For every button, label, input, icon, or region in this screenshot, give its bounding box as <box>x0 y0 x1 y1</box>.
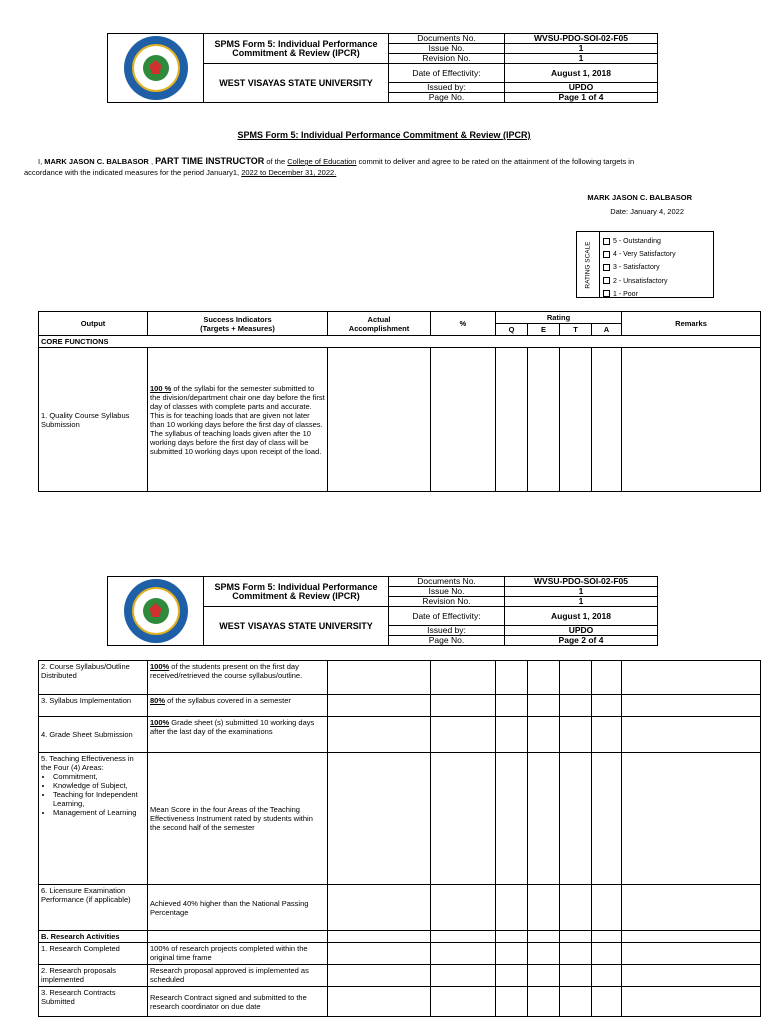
table-row <box>39 695 761 717</box>
table-row <box>39 717 761 753</box>
employee-name: MARK JASON C. BALBASOR <box>44 157 149 166</box>
header-label: Issued by: <box>389 82 505 92</box>
section-research: B. Research Activities <box>39 931 148 943</box>
signature-date: Date: January 4, 2022 <box>610 207 684 216</box>
header-page-number: Page 2 of 4 <box>505 635 658 645</box>
output-cell: 2. Research proposals implemented <box>39 965 148 987</box>
header-label: Page No. <box>389 635 505 645</box>
col-output: Output <box>39 312 148 336</box>
output-cell: 1. Quality Course Syllabus Submission <box>39 348 148 492</box>
commitment-statement: I, MARK JASON C. BALBASOR , PART TIME INSTRUCTOR of the College of Education commit to deliver and agree to be rated on the attainment of the following targets in accordance with the indicated measures for the period January1, 2022 to December 31, 2022. <box>24 156 635 177</box>
table-row <box>39 753 761 885</box>
header-value: UPDO <box>505 625 658 635</box>
col-success-indicators: Success Indicators (Targets + Measures) <box>148 312 328 336</box>
output-cell: 5. Teaching Effectiveness in the Four (4) Areas: • Commitment, • Knowledge of Subject, • Teaching for Independent Learning, • Management of Learning <box>39 753 148 885</box>
output-cell: 2. Course Syllabus/Outline Distributed <box>39 661 148 695</box>
header-label: Documents No. <box>389 577 505 587</box>
checkbox-icon <box>603 290 610 297</box>
checkbox-icon <box>603 264 610 271</box>
form-header-page2 <box>107 576 658 646</box>
header-label: Revision No. <box>389 54 505 64</box>
indicator-cell: 80% of the syllabus covered in a semester <box>148 695 328 717</box>
table-row <box>39 943 761 965</box>
col-remarks: Remarks <box>622 312 761 336</box>
col-percent: % <box>431 312 496 336</box>
section-core-functions: CORE FUNCTIONS <box>39 336 761 348</box>
header-label: Issued by: <box>389 625 505 635</box>
header-value: August 1, 2018 <box>505 64 658 83</box>
table-row <box>39 661 761 695</box>
indicator-cell: 100 % of the syllabi for the semester submitted to the division/department chair one day before the first day of classes with complete parts and accurate. This is for teaching loads that are given not later than 10 working days before the first day of classes. The syllabus of teaching loads given after the 10 working days before the first day of class will be submitted 10 working days upon receipt of the load. <box>148 348 328 492</box>
header-value: 1 <box>505 597 658 607</box>
university-seal <box>108 577 204 646</box>
header-value: 1 <box>505 54 658 64</box>
signatory-name: MARK JASON C. BALBASOR <box>587 193 692 202</box>
checkbox-icon <box>603 238 610 245</box>
indicator-cell: Research proposal approved is implemented as scheduled <box>148 965 328 987</box>
header-form-title: SPMS Form 5: Individual Performance Commitment & Review (IPCR) <box>204 34 389 64</box>
rating-option[interactable]: 2 - Unsatisfactory <box>603 275 676 288</box>
seal-icon <box>124 36 188 100</box>
form-header <box>107 33 658 103</box>
ipcr-table <box>38 311 761 492</box>
indicator-cell: Mean Score in the four Areas of the Teaching Effectiveness Instrument rated by students within the second half of the semester <box>148 753 328 885</box>
col-actual: Actual Accomplishment <box>328 312 431 336</box>
table-row <box>39 885 761 931</box>
rating-scale-box <box>576 231 714 298</box>
header-value: Page 1 of 4 <box>505 92 658 102</box>
header-label: Date of Effectivity: <box>389 64 505 83</box>
college-name: College of Education <box>287 157 357 166</box>
employee-position: PART TIME INSTRUCTOR <box>155 156 265 166</box>
indicator-cell: 100% of the students present on the first day received/retrieved the course syllabus/outline. <box>148 661 328 695</box>
checkbox-icon <box>603 251 610 258</box>
header-form-title: SPMS Form 5: Individual Performance Commitment & Review (IPCR) <box>204 577 389 607</box>
header-value: 1 <box>505 44 658 54</box>
indicator-cell: Research Contract signed and submitted to the research coordinator on due date <box>148 987 328 1017</box>
rating-option[interactable]: 4 - Very Satisfactory <box>603 248 676 261</box>
col-a: A <box>592 324 622 336</box>
accomplishment-cell[interactable] <box>328 348 431 492</box>
output-cell: 3. Syllabus Implementation <box>39 695 148 717</box>
indicator-cell: 100% Grade sheet (s) submitted 10 working days after the last day of the examinations <box>148 717 328 753</box>
ipcr-table-page2 <box>38 660 761 1017</box>
rating-option[interactable]: 3 - Satisfactory <box>603 261 676 274</box>
header-value: UPDO <box>505 82 658 92</box>
header-label: Revision No. <box>389 597 505 607</box>
header-value: August 1, 2018 <box>505 607 658 626</box>
header-label: Documents No. <box>389 34 505 44</box>
header-label: Date of Effectivity: <box>389 607 505 626</box>
university-seal <box>108 34 204 103</box>
header-label: Page No. <box>389 92 505 102</box>
indicator-cell: 100% of research projects completed within the original time frame <box>148 943 328 965</box>
header-university: WEST VISAYAS STATE UNIVERSITY <box>204 64 389 103</box>
header-label: Issue No. <box>389 44 505 54</box>
rating-option[interactable]: 1 - Poor <box>603 288 676 301</box>
header-value: WVSU-PDO-SOI-02-F05 <box>505 577 658 587</box>
header-label: Issue No. <box>389 587 505 597</box>
table-row <box>39 348 761 492</box>
rating-scale-label: RATING SCALE <box>584 240 592 289</box>
output-cell: 1. Research Completed <box>39 943 148 965</box>
table-row <box>39 965 761 987</box>
header-university: WEST VISAYAS STATE UNIVERSITY <box>204 607 389 646</box>
indicator-cell: Achieved 40% higher than the National Passing Percentage <box>148 885 328 931</box>
seal-icon <box>124 579 188 643</box>
checkbox-icon <box>603 277 610 284</box>
header-value: 1 <box>505 587 658 597</box>
output-cell: 4. Grade Sheet Submission <box>39 717 148 753</box>
col-t: T <box>560 324 592 336</box>
col-rating: Rating <box>496 312 622 324</box>
col-q: Q <box>496 324 528 336</box>
header-value: WVSU-PDO-SOI-02-F05 <box>505 34 658 44</box>
output-cell: 6. Licensure Examination Performance (if applicable) <box>39 885 148 931</box>
document-title: SPMS Form 5: Individual Performance Commitment & Review (IPCR) <box>237 130 531 140</box>
rating-option[interactable]: 5 - Outstanding <box>603 235 676 248</box>
rating-period: 2022 to December 31, 2022. <box>241 168 337 177</box>
table-row <box>39 987 761 1017</box>
col-e: E <box>528 324 560 336</box>
output-cell: 3. Research Contracts Submitted <box>39 987 148 1017</box>
